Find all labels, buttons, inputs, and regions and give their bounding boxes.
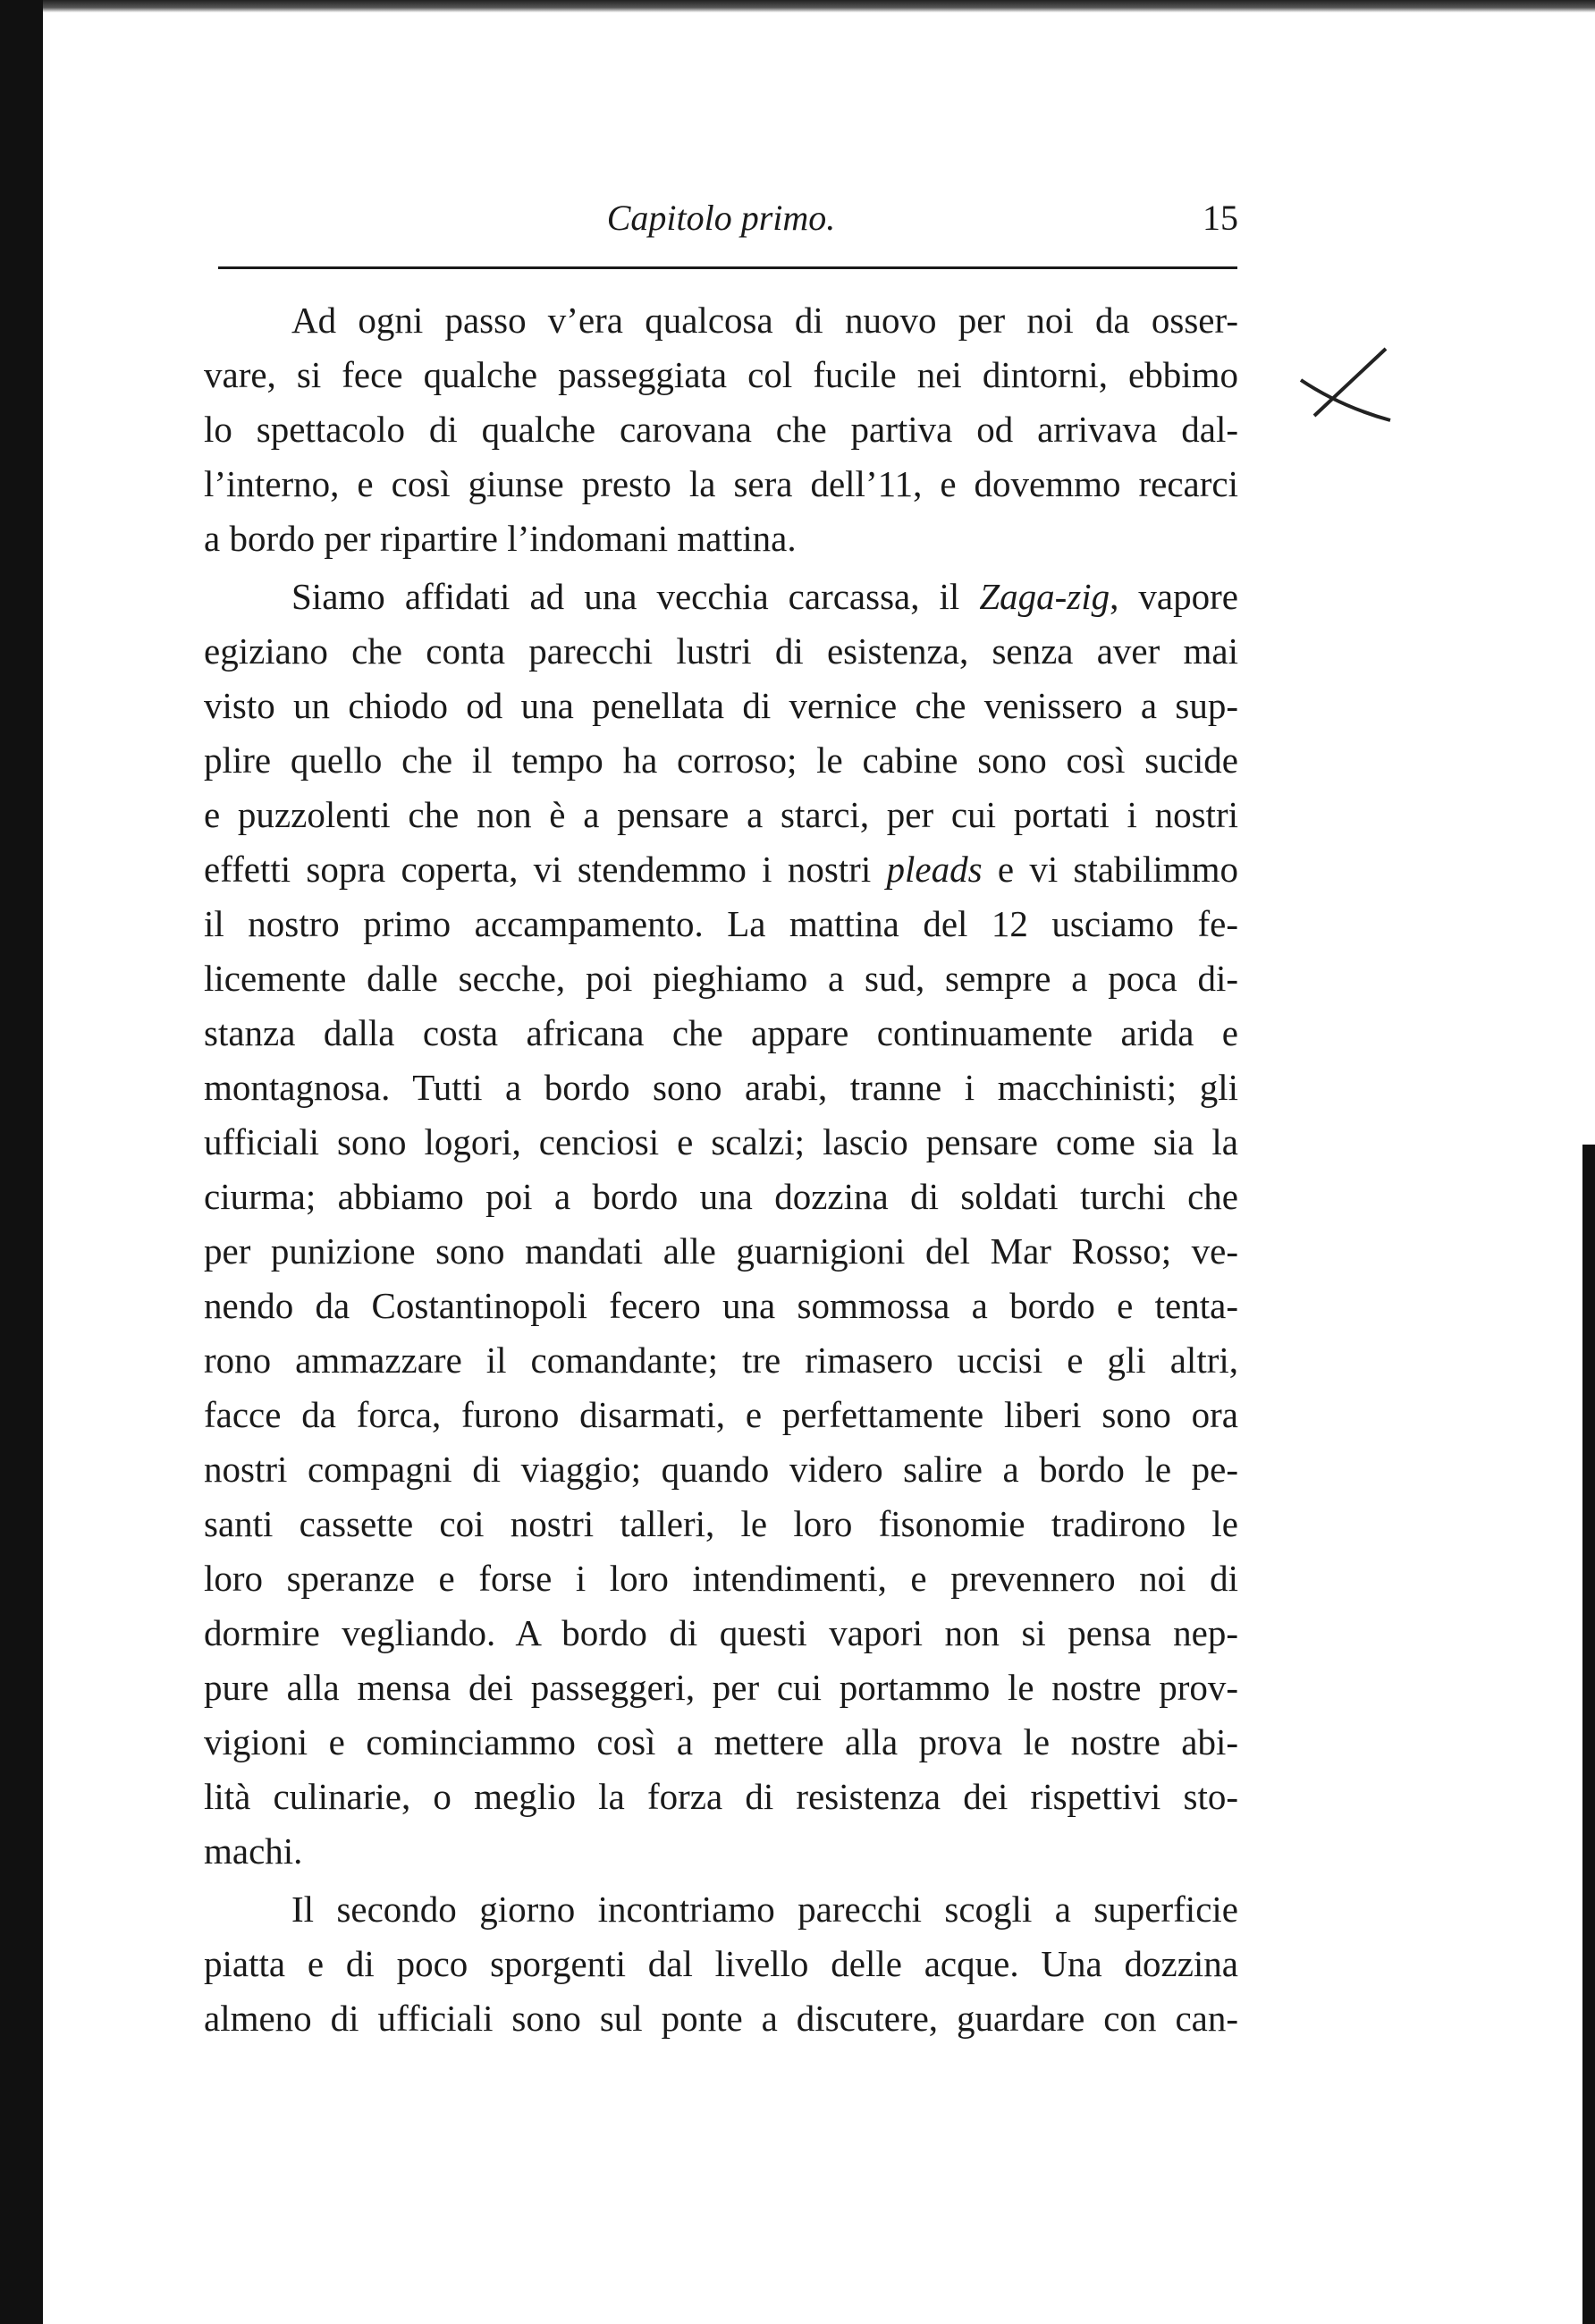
text-line — [204, 1170, 1238, 1224]
running-title: Capitolo primo. — [606, 198, 836, 238]
text-line — [204, 293, 1238, 348]
text-line — [204, 1388, 1238, 1442]
text-segment: nostri compagni di viaggio; quando videro salire a bordo le pe- — [204, 1449, 1238, 1490]
header-rule — [218, 266, 1237, 269]
text-segment: machi. — [204, 1830, 303, 1872]
text-segment: lo spettacolo di qualche carovana che partiva od arrivava dal- — [204, 409, 1238, 450]
text-segment: e puzzolenti che non è a pensare a starci, per cui portati i nostri — [204, 794, 1238, 835]
text-line — [204, 897, 1238, 951]
text-segment: stanza dalla costa africana che appare continuamente arida e — [204, 1012, 1238, 1053]
text-line — [204, 1497, 1238, 1551]
text-segment: , vapore — [1110, 576, 1238, 617]
text-segment: visto un chiodo od una penellata di vernice che venissero a sup- — [204, 685, 1238, 726]
text-line — [204, 1224, 1238, 1279]
text-segment: vare, si fece qualche passeggiata col fucile nei dintorni, ebbimo — [204, 354, 1238, 395]
text-line — [204, 1824, 1238, 1879]
text-segment: licemente dalle secche, poi pieghiamo a sud, sempre a poca di- — [204, 958, 1238, 999]
text-segment: piatta e di poco sporgenti dal livello delle acque. Una dozzina — [204, 1943, 1238, 1984]
text-line — [204, 1882, 1238, 1937]
text-segment: l’interno, e così giunse presto la sera dell’11, e dovemmo recarci — [204, 463, 1238, 504]
paragraph — [204, 293, 1238, 566]
text-line — [204, 733, 1238, 788]
text-segment: ufficiali sono logori, cenciosi e scalzi; lascio pensare come sia la — [204, 1121, 1238, 1162]
text-line — [204, 511, 1238, 566]
text-segment: facce da forca, furono disarmati, e perfettamente liberi sono ora — [204, 1394, 1238, 1435]
text-segment: rono ammazzare il comandante; tre rimasero uccisi e gli altri, — [204, 1339, 1238, 1381]
text-segment: montagnosa. Tutti a bordo sono arabi, tranne i macchinisti; gli — [204, 1067, 1238, 1108]
text-segment: almeno di ufficiali sono sul ponte a discutere, guardare con can- — [204, 1998, 1238, 2039]
text-segment: e vi stabilimmo — [982, 849, 1238, 890]
text-line — [204, 1606, 1238, 1661]
text-segment: pure alla mensa dei passeggeri, per cui portammo le nostre prov- — [204, 1667, 1238, 1708]
text-line — [204, 1333, 1238, 1388]
text-line — [204, 1551, 1238, 1606]
body-text — [204, 293, 1238, 2046]
page-number: 15 — [1203, 198, 1238, 238]
text-segment: Ad ogni passo v’era qualcosa di nuovo per noi da osser- — [291, 300, 1238, 341]
text-line — [204, 1006, 1238, 1061]
text-segment: Il secondo giorno incontriamo parecchi scogli a superficie — [291, 1889, 1238, 1930]
text-segment: egiziano che conta parecchi lustri di esistenza, senza aver mai — [204, 630, 1238, 672]
text-segment: santi cassette coi nostri talleri, le loro fisonomie tradirono le — [204, 1503, 1238, 1544]
paragraph — [204, 1882, 1238, 2046]
text-line — [204, 1991, 1238, 2046]
text-segment: nendo da Costantinopoli fecero una sommossa a bordo e tenta- — [204, 1285, 1238, 1326]
text-segment: dormire vegliando. A bordo di questi vapori non si pensa nep- — [204, 1612, 1238, 1653]
text-line — [204, 402, 1238, 457]
text-line — [204, 457, 1238, 511]
text-line — [204, 1937, 1238, 1991]
text-segment: vigioni e cominciammo così a mettere alla prova le nostre abi- — [204, 1721, 1238, 1762]
text-line — [204, 1442, 1238, 1497]
text-line — [204, 1061, 1238, 1115]
text-segment: Siamo affidati ad una vecchia carcassa, il — [291, 576, 980, 617]
text-line — [204, 1115, 1238, 1170]
text-line — [204, 348, 1238, 402]
scan-edge-top — [0, 0, 1595, 13]
text-line — [204, 679, 1238, 733]
scan-edge-right — [1582, 1145, 1595, 2324]
text-line — [204, 842, 1238, 897]
text-line — [204, 570, 1238, 624]
text-segment: effetti sopra coperta, vi stendemmo i nostri — [204, 849, 887, 890]
text-line — [204, 1279, 1238, 1333]
text-segment: il nostro primo accampamento. La mattina del 12 usciamo fe- — [204, 903, 1238, 944]
text-segment: a bordo per ripartire l’indomani mattina. — [204, 518, 797, 559]
text-line — [204, 951, 1238, 1006]
scan-edge-left — [0, 0, 43, 2324]
italic-text: pleads — [886, 849, 983, 890]
text-segment: per punizione sono mandati alle guarnigioni del Mar Rosso; ve- — [204, 1230, 1238, 1272]
text-line — [204, 1661, 1238, 1715]
margin-cross-mark-icon — [1296, 344, 1395, 429]
paragraph — [204, 570, 1238, 1879]
text-line — [204, 624, 1238, 679]
page-header — [204, 197, 1238, 250]
text-segment: lità culinarie, o meglio la forza di resistenza dei rispettivi sto- — [204, 1776, 1238, 1817]
text-line — [204, 788, 1238, 842]
text-line — [204, 1770, 1238, 1824]
text-segment: ciurma; abbiamo poi a bordo una dozzina di soldati turchi che — [204, 1176, 1238, 1217]
text-segment: loro speranze e forse i loro intendimenti, e prevennero noi di — [204, 1558, 1238, 1599]
text-segment: plire quello che il tempo ha corroso; le cabine sono così sucide — [204, 739, 1238, 781]
italic-text: Zaga-zig — [979, 576, 1110, 617]
text-line — [204, 1715, 1238, 1770]
